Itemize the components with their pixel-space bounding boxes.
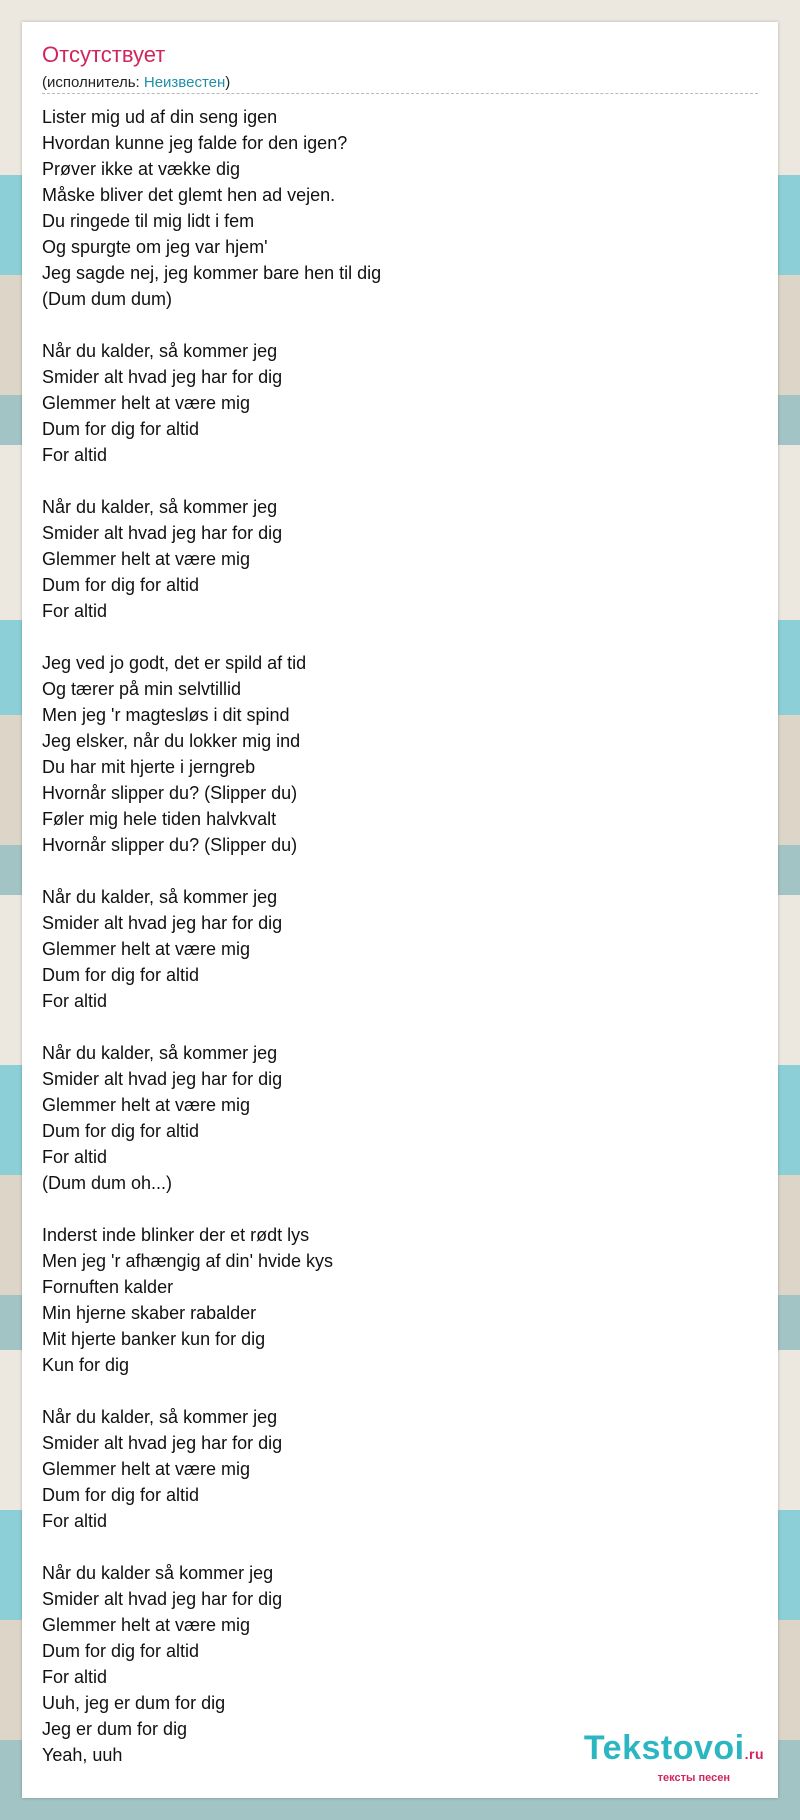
lyric-line: Smider alt hvad jeg har for dig	[42, 1069, 283, 1089]
lyric-line: Glemmer helt at være mig	[42, 393, 251, 413]
lyric-line: (Dum dum dum)	[42, 289, 173, 309]
lyric-line: Glemmer helt at være mig	[42, 549, 251, 569]
artist-link[interactable]: Неизвестен	[143, 74, 226, 91]
title-divider	[42, 93, 758, 94]
lyric-line: Dum for dig for altid	[42, 575, 200, 595]
lyric-line: For altid	[42, 991, 108, 1011]
lyric-line: Jeg elsker, når du lokker mig ind	[42, 731, 301, 751]
lyric-line: Mit hjerte banker kun for dig	[42, 1329, 266, 1349]
lyric-line: Smider alt hvad jeg har for dig	[42, 913, 283, 933]
lyric-line: Dum for dig for altid	[42, 1485, 200, 1505]
lyric-line: Når du kalder, så kommer jeg	[42, 887, 278, 907]
lyric-line: Prøver ikke at vække dig	[42, 159, 241, 179]
lyric-line: Dum for dig for altid	[42, 1641, 200, 1661]
lyrics-card	[22, 22, 778, 1798]
lyric-line: For altid	[42, 1147, 108, 1167]
lyric-line: Yeah, uuh	[42, 1745, 123, 1765]
logo-tagline: тексты песен	[657, 1772, 730, 1784]
lyric-line: Hvordan kunne jeg falde for den igen?	[42, 133, 348, 153]
lyric-line: For altid	[42, 1511, 108, 1531]
artist-line	[42, 74, 230, 91]
lyric-line: Og tærer på min selvtillid	[42, 679, 242, 699]
artist-suffix: )	[225, 74, 231, 91]
site-logo[interactable]	[584, 1730, 764, 1784]
lyric-line: Måske bliver det glemt hen ad vejen.	[42, 185, 336, 205]
lyrics-body	[42, 104, 758, 1768]
stanza-break	[42, 1534, 758, 1560]
lyric-line: Min hjerne skaber rabalder	[42, 1303, 257, 1323]
lyric-line: Når du kalder, så kommer jeg	[42, 497, 278, 517]
lyric-line: Smider alt hvad jeg har for dig	[42, 1433, 283, 1453]
lyric-line: Du ringede til mig lidt i fem	[42, 211, 255, 231]
song-title: Отсутствует	[42, 42, 166, 67]
lyric-line: Men jeg 'r afhængig af din' hvide kys	[42, 1251, 334, 1271]
lyric-line: Jeg ved jo godt, det er spild af tid	[42, 653, 307, 673]
lyric-line: Når du kalder så kommer jeg	[42, 1563, 274, 1583]
lyric-line: Glemmer helt at være mig	[42, 1095, 251, 1115]
stanza-break	[42, 1196, 758, 1222]
lyric-line: Jeg sagde nej, jeg kommer bare hen til dig	[42, 263, 382, 283]
lyric-line: Smider alt hvad jeg har for dig	[42, 1589, 283, 1609]
lyric-line: Glemmer helt at være mig	[42, 1459, 251, 1479]
lyric-line: For altid	[42, 1667, 108, 1687]
lyric-line: Men jeg 'r magtesløs i dit spind	[42, 705, 290, 725]
lyric-line: Dum for dig for altid	[42, 1121, 200, 1141]
lyric-line: Inderst inde blinker der et rødt lys	[42, 1225, 310, 1245]
lyric-line: Dum for dig for altid	[42, 965, 200, 985]
lyric-line: Kun for dig	[42, 1355, 130, 1375]
lyric-line: Dum for dig for altid	[42, 419, 200, 439]
stanza-break	[42, 624, 758, 650]
lyric-line: Hvornår slipper du? (Slipper du)	[42, 835, 298, 855]
lyric-line: Smider alt hvad jeg har for dig	[42, 523, 283, 543]
stanza-break	[42, 1014, 758, 1040]
lyric-line: Og spurgte om jeg var hjem'	[42, 237, 268, 257]
lyric-line: Glemmer helt at være mig	[42, 939, 251, 959]
lyric-line: For altid	[42, 445, 108, 465]
logo-name: Tekstovoi	[583, 1729, 745, 1767]
lyric-line: Jeg er dum for dig	[42, 1719, 188, 1739]
lyric-line: Når du kalder, så kommer jeg	[42, 1043, 278, 1063]
lyric-line: Når du kalder, så kommer jeg	[42, 341, 278, 361]
stanza-break	[42, 312, 758, 338]
stanza-break	[42, 858, 758, 884]
artist-prefix: (исполнитель:	[42, 74, 144, 91]
lyric-line: Du har mit hjerte i jerngreb	[42, 757, 256, 777]
lyric-line: Når du kalder, så kommer jeg	[42, 1407, 278, 1427]
lyric-line: Føler mig hele tiden halvkvalt	[42, 809, 277, 829]
stanza-break	[42, 1378, 758, 1404]
lyric-line: For altid	[42, 601, 108, 621]
lyric-line: Lister mig ud af din seng igen	[42, 107, 278, 127]
lyric-line: (Dum dum oh...)	[42, 1173, 173, 1193]
lyric-line: Glemmer helt at være mig	[42, 1615, 251, 1635]
lyric-line: Uuh, jeg er dum for dig	[42, 1693, 226, 1713]
lyric-line: Hvornår slipper du? (Slipper du)	[42, 783, 298, 803]
stanza-break	[42, 468, 758, 494]
lyric-line: Fornuften kalder	[42, 1277, 174, 1297]
lyric-line: Smider alt hvad jeg har for dig	[42, 367, 283, 387]
logo-text	[584, 1730, 764, 1772]
logo-tld: .ru	[744, 1746, 764, 1762]
